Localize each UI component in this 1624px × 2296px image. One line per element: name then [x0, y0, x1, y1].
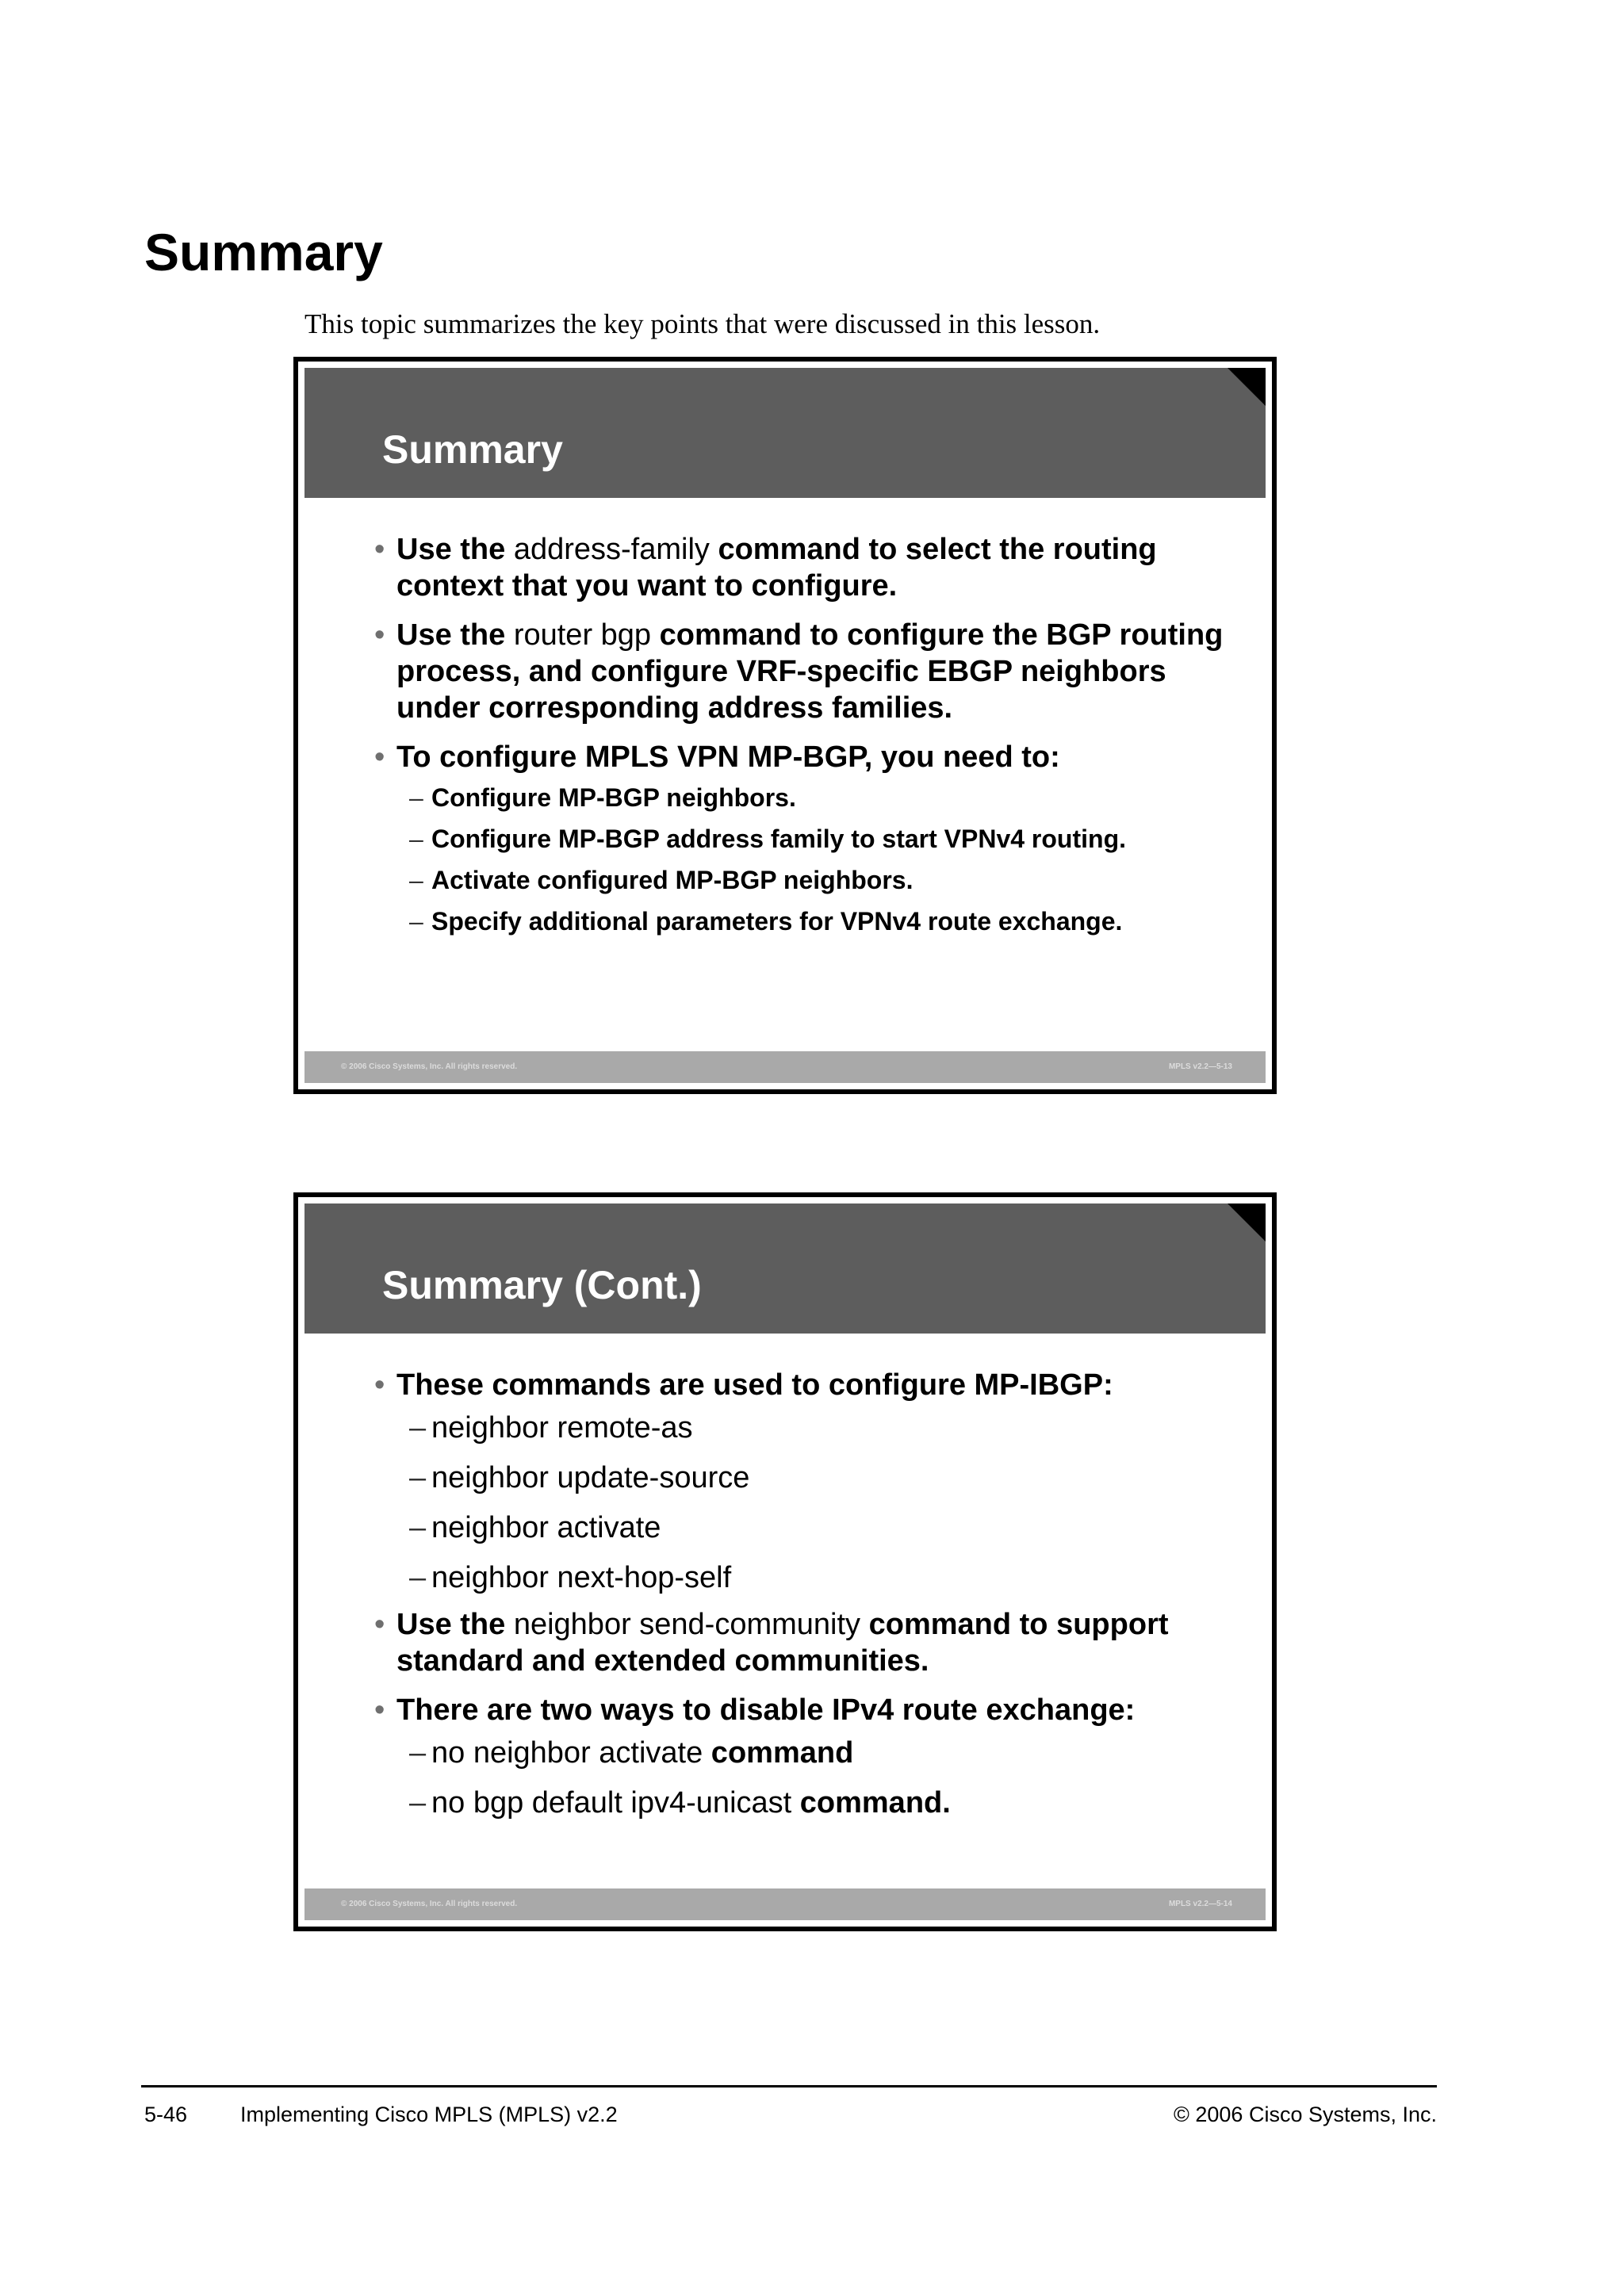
slide-number: MPLS v2.2—5-13	[1168, 1062, 1232, 1071]
sub-item: – Configure MP-BGP neighbors.	[374, 777, 1234, 818]
bullet-item: • To configure MPLS VPN MP-BGP, you need to:	[374, 739, 1234, 775]
slide-summary-cont	[293, 1192, 1277, 1931]
command-item: – neighbor update-source	[374, 1453, 1234, 1503]
slide-title: Summary (Cont.)	[382, 1263, 702, 1307]
sub-item: – Specify additional parameters for VPNv4 route exchange.	[374, 901, 1234, 942]
bullet-item: • There are two ways to disable IPv4 route exchange:	[374, 1692, 1234, 1728]
slide-body	[374, 1367, 1234, 1828]
slide-number: MPLS v2.2—5-14	[1168, 1900, 1232, 1908]
footer-divider	[141, 2085, 1437, 2087]
command-item: – neighbor activate	[374, 1503, 1234, 1553]
command-text: neighbor send-community	[513, 1608, 861, 1641]
slide-summary	[293, 357, 1277, 1094]
slide-copyright: © 2006 Cisco Systems, Inc. All rights reserved.	[341, 1900, 518, 1908]
command-text: no bgp default ipv4-unicast	[431, 1786, 792, 1820]
slide-footer	[304, 1051, 1266, 1083]
slide-corner-decoration	[1228, 1203, 1266, 1242]
command-text: address-family	[513, 533, 710, 566]
slide-footer	[304, 1888, 1266, 1920]
footer-copyright: © 2006 Cisco Systems, Inc.	[1173, 2103, 1437, 2126]
slide-title: Summary	[382, 427, 563, 472]
command-text: router bgp	[513, 618, 652, 652]
slide-header	[304, 1203, 1266, 1334]
slide-body	[374, 531, 1234, 942]
way-item: – no bgp default ipv4-unicast command.	[374, 1778, 1234, 1828]
bullet-item: • Use the neighbor send-community command to support standard and extended communities.	[374, 1606, 1234, 1679]
command-item: – neighbor next-hop-self	[374, 1553, 1234, 1603]
sub-item: – Activate configured MP-BGP neighbors.	[374, 859, 1234, 901]
bullet-item: • These commands are used to configure MP-IBGP:	[374, 1367, 1234, 1403]
way-item: – no neighbor activate command	[374, 1728, 1234, 1778]
course-title: Implementing Cisco MPLS (MPLS) v2.2	[240, 2103, 618, 2126]
page-number: 5-46	[144, 2103, 188, 2126]
bullet-item: • Use the router bgp command to configure the BGP routing process, and configure VRF-specific EBGP neighbors under corresponding address families.	[374, 617, 1234, 726]
sub-item: – Configure MP-BGP address family to start VPNv4 routing.	[374, 818, 1234, 859]
slide-copyright: © 2006 Cisco Systems, Inc. All rights reserved.	[341, 1062, 518, 1071]
page-title: Summary	[144, 223, 383, 281]
command-item: – neighbor remote-as	[374, 1403, 1234, 1453]
command-text: no neighbor activate	[431, 1736, 703, 1770]
bullet-item: • Use the address-family command to select the routing context that you want to configure.	[374, 531, 1234, 604]
intro-text: This topic summarizes the key points that were discussed in this lesson.	[304, 308, 1101, 339]
slide-header	[304, 368, 1266, 498]
slide-corner-decoration	[1228, 368, 1266, 406]
